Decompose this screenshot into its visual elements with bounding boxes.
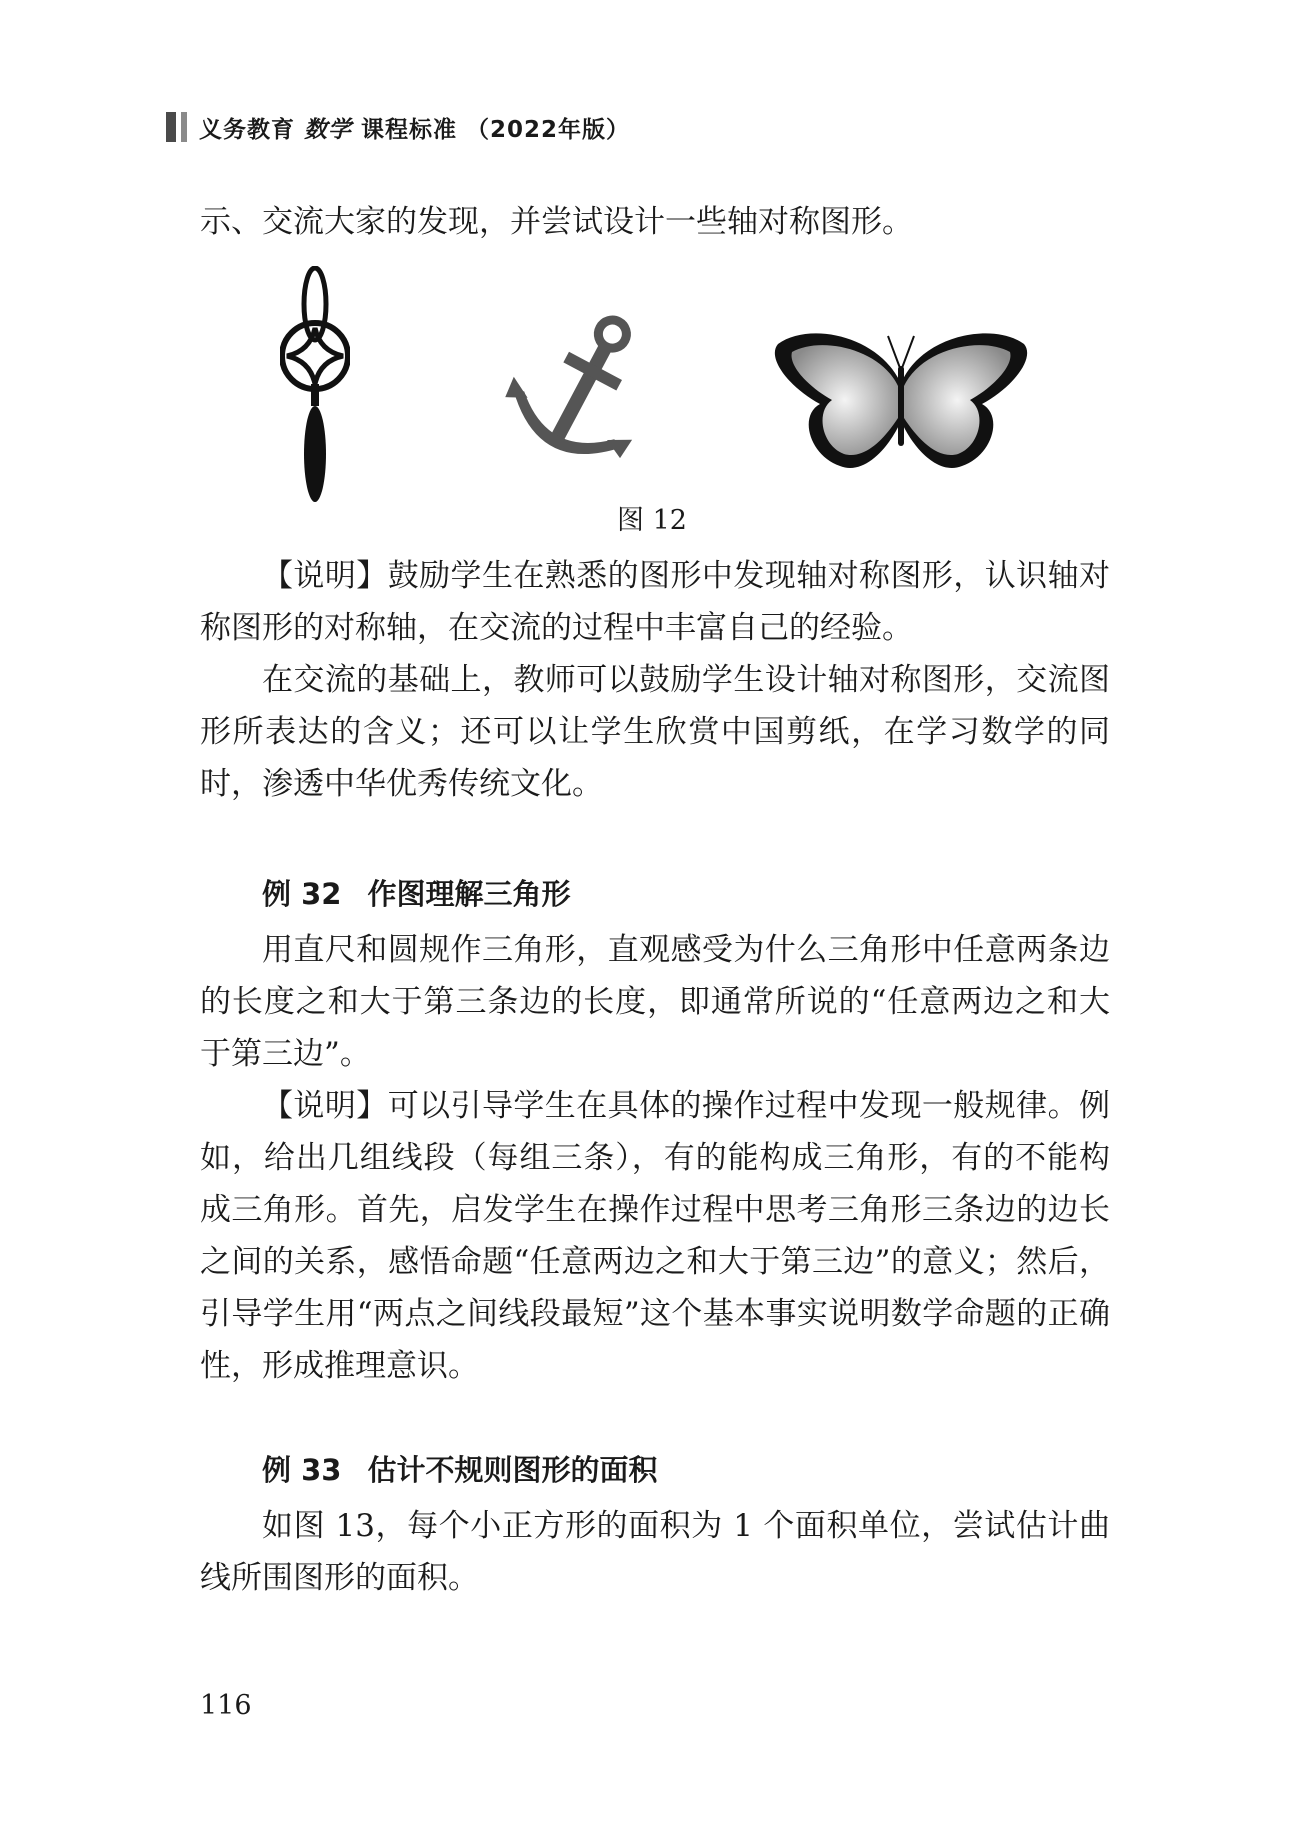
header-bar-icon-light [181, 112, 187, 142]
example-33-body: 如图 13，每个小正方形的面积为 1 个面积单位，尝试估计曲线所围图形的面积。 [200, 1508, 1110, 1596]
paragraph-note1: 【说明】鼓励学生在熟悉的图形中发现轴对称图形，认识轴对称图形的对称轴，在交流的过程中丰富自己的经验。 在交流的基础上，教师可以鼓励学生设计轴对称图形，交流图形所表达的含义；还可以让学生欣赏中国剪纸，在学习数学的同时，渗透中华优秀传统文化。 [200, 558, 1110, 802]
example-33-title: 例 33 估计不规则图形的面积 [262, 1453, 658, 1487]
example-32 [200, 868, 1110, 1392]
knot-ornament-icon [280, 266, 350, 504]
header-title: 义务教育 数学 课程标准 （2022年版） [199, 116, 631, 143]
paragraph-top: 示、交流大家的发现，并尝试设计一些轴对称图形。 [200, 204, 913, 240]
anchor-icon [505, 310, 655, 480]
example-32-note: 【说明】可以引导学生在具体的操作过程中发现一般规律。例如，给出几组线段（每组三条），有的能构成三角形，有的不能构成三角形。首先，启发学生在操作过程中思考三角形三条边的边长之间的关系，感悟命题“任意两边之和大于第三边”的意义；然后，引导学生用“两点之间线段最短”这个基本事实说明数学命题的正确性，形成推理意识。 [200, 1088, 1110, 1384]
butterfly-icon [770, 326, 1032, 486]
header-bar-icon [166, 112, 176, 142]
running-header [166, 110, 630, 144]
example-33 [200, 1444, 1110, 1604]
page-number: 116 [200, 1690, 252, 1721]
figure-caption: 图 12 [617, 505, 687, 536]
example-32-title: 例 32 作图理解三角形 [262, 877, 571, 911]
example-32-body: 用直尺和圆规作三角形，直观感受为什么三角形中任意两条边的长度之和大于第三条边的长度，即通常所说的“任意两边之和大于第三边”。 [200, 932, 1110, 1072]
